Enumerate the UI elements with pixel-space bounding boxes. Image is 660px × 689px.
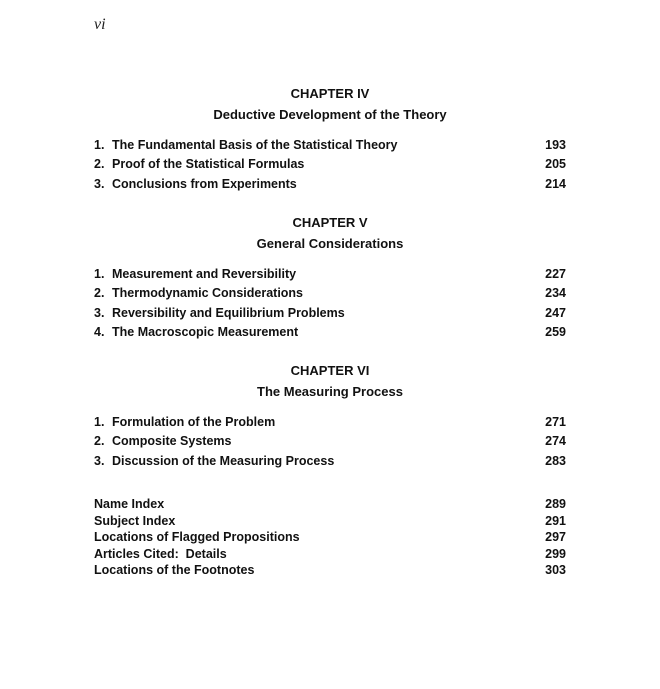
toc-entry — [94, 323, 566, 342]
index-entry-title: Articles Cited: Details — [94, 546, 227, 561]
toc-entry-title: Thermodynamic Considerations — [112, 286, 304, 301]
index-entry-page: 291 — [545, 513, 566, 528]
index-entry-page: 297 — [545, 530, 566, 545]
toc-entry — [94, 136, 566, 155]
toc-entry-page: 227 — [545, 267, 566, 281]
chapter-heading: CHAPTER IV — [290, 86, 370, 101]
toc-entry — [94, 432, 566, 451]
index-entry — [94, 562, 566, 579]
toc-entry-page: 214 — [545, 176, 566, 191]
chapter-iv-section — [94, 86, 566, 194]
toc-entry-number: 2. — [94, 157, 105, 172]
toc-entry-title: Measurement and Reversibility — [112, 267, 297, 281]
index-entry-title: Locations of Flagged Propositions — [94, 530, 300, 545]
toc-entry — [94, 304, 566, 323]
page-number: vi — [94, 16, 106, 33]
toc-entry-number: 1. — [94, 267, 105, 281]
toc-entry-title: Composite Systems — [112, 434, 232, 449]
toc-entry-page: 274 — [545, 434, 566, 449]
index-entry — [94, 529, 566, 546]
chapter-v-section — [94, 215, 566, 343]
index-entry-page: 289 — [545, 497, 566, 511]
chapter-title: The Measuring Process — [257, 384, 403, 399]
toc-entry-number: 3. — [94, 305, 105, 320]
toc-list — [94, 413, 566, 471]
index-entry — [94, 496, 566, 513]
toc-entry-page: 259 — [545, 325, 566, 340]
toc-entry-title: Reversibility and Equilibrium Problems — [112, 305, 345, 320]
toc-entry-number: 1. — [94, 415, 105, 429]
index-entry — [94, 513, 566, 530]
toc-entry-number: 1. — [94, 138, 105, 152]
toc-entry-page: 205 — [545, 157, 566, 172]
toc-entry-title: Discussion of the Measuring Process — [112, 453, 335, 468]
toc-list — [94, 265, 566, 343]
chapter-heading: CHAPTER V — [292, 215, 368, 230]
index-entry-title: Subject Index — [94, 513, 176, 528]
toc-entry-number: 4. — [94, 325, 105, 340]
toc-entry-title: Formulation of the Problem — [112, 415, 276, 429]
toc-entry-title: Conclusions from Experiments — [112, 176, 297, 191]
toc-list — [94, 136, 566, 194]
toc-entry — [94, 452, 566, 471]
index-entry-title: Name Index — [94, 497, 165, 511]
toc-entry-number: 2. — [94, 434, 105, 449]
toc-entry — [94, 175, 566, 194]
toc-entry — [94, 284, 566, 303]
toc-entry-title: Proof of the Statistical Formulas — [112, 157, 305, 172]
toc-entry-page: 193 — [545, 138, 566, 152]
index-entry-page: 299 — [545, 546, 566, 561]
chapter-heading: CHAPTER VI — [290, 363, 370, 378]
toc-entry-number: 3. — [94, 453, 105, 468]
toc-entry-number: 3. — [94, 176, 105, 191]
toc-entry — [94, 265, 566, 284]
toc-entry-number: 2. — [94, 286, 105, 301]
toc-entry-title: The Macroscopic Measurement — [112, 325, 299, 340]
index-entry-page: 303 — [545, 563, 566, 578]
toc-entry — [94, 155, 566, 174]
toc-entry-page: 234 — [545, 286, 566, 301]
index-entry — [94, 546, 566, 563]
chapter-title: Deductive Development of the Theory — [213, 107, 447, 122]
back-matter-index — [94, 496, 566, 579]
index-entry-title: Locations of the Footnotes — [94, 563, 255, 578]
chapter-title: General Considerations — [256, 236, 404, 251]
toc-entry-title: The Fundamental Basis of the Statistical Theory — [112, 138, 398, 152]
toc-entry — [94, 413, 566, 432]
toc-entry-page: 283 — [545, 453, 566, 468]
toc-entry-page: 247 — [545, 305, 566, 320]
chapter-vi-section — [94, 363, 566, 471]
toc-entry-page: 271 — [545, 415, 566, 429]
